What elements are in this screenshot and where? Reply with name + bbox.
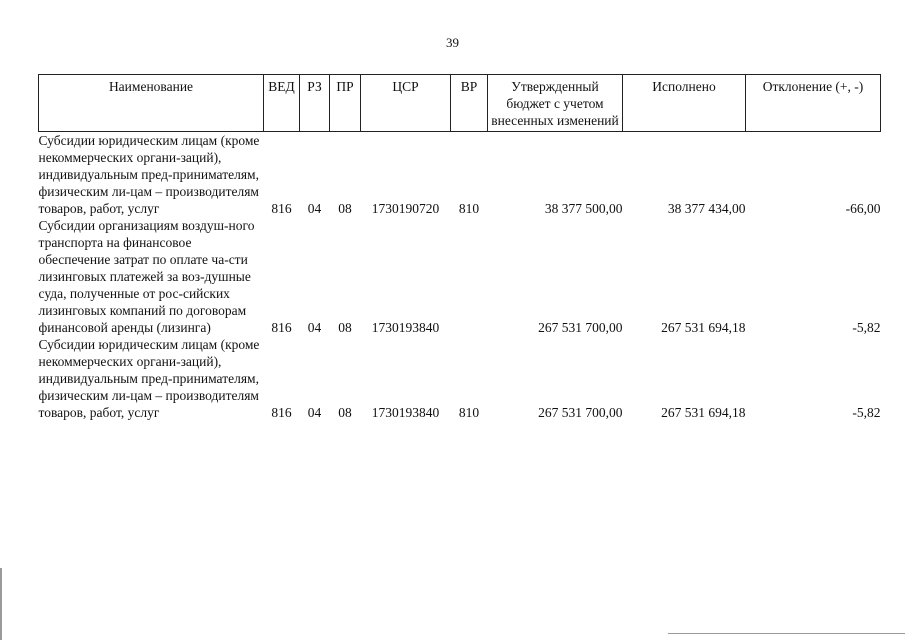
scan-edge-mark [668,633,905,634]
row-pr: 08 [338,201,352,216]
row-ved: 816 [271,320,292,335]
row-done: 267 531 694,18 [661,320,746,335]
row-vr: 810 [458,405,480,420]
scan-edge-mark [0,568,2,640]
row-pr: 08 [338,320,352,335]
header-vr: ВР [451,75,488,132]
row-name: Субсидии организациям воздуш-ного транспорта на финансовое обеспечение затрат по оплате ча-сти лизинговых платежей за воз-душные суда, полученные от рос-сийских лизинговых компаний по договорам финансовой аренды (лизинга) [38,218,255,335]
row-ved: 816 [271,201,292,216]
table-header-row [39,75,881,132]
row-vr: 810 [458,201,480,216]
header-rz: РЗ [300,75,330,132]
row-rz: 04 [307,405,322,420]
row-budget: 267 531 700,00 [538,320,623,335]
row-name: Субсидии юридическим лицам (кроме некоммерческих органи-заций), индивидуальным пред-принимателям, физическим ли-цам – производителям товаров, работ, услуг [38,133,260,216]
header-ved: ВЕД [264,75,300,132]
header-budget: Утвержденный бюджет с учетом внесенных изменений [488,75,623,132]
row-rz: 04 [307,320,322,335]
row-pr: 08 [338,405,352,420]
row-name: Субсидии юридическим лицам (кроме некоммерческих органи-заций), индивидуальным пред-принимателям, физическим ли-цам – производителям товаров, работ, услуг [38,337,260,420]
row-budget: 267 531 700,00 [538,405,623,420]
row-deviation: -66,00 [845,201,881,216]
table-row [39,217,881,336]
header-name: Наименование [39,75,264,132]
budget-execution-table [38,74,881,421]
row-done: 267 531 694,18 [661,405,746,420]
table-row [39,336,881,421]
header-csr: ЦСР [361,75,451,132]
row-csr: 1730190720 [371,201,440,216]
row-deviation: -5,82 [852,405,881,420]
page-number: 39 [446,35,459,50]
row-csr: 1730193840 [371,320,440,335]
row-done: 38 377 434,00 [667,201,746,216]
row-budget: 38 377 500,00 [544,201,623,216]
row-vr [451,217,488,336]
header-pr: ПР [330,75,361,132]
row-ved: 816 [271,405,292,420]
row-rz: 04 [307,201,322,216]
row-csr: 1730193840 [371,405,440,420]
table-row [39,132,881,218]
header-done: Исполнено [623,75,746,132]
header-deviation: Отклонение (+, -) [746,75,881,132]
row-deviation: -5,82 [852,320,881,335]
